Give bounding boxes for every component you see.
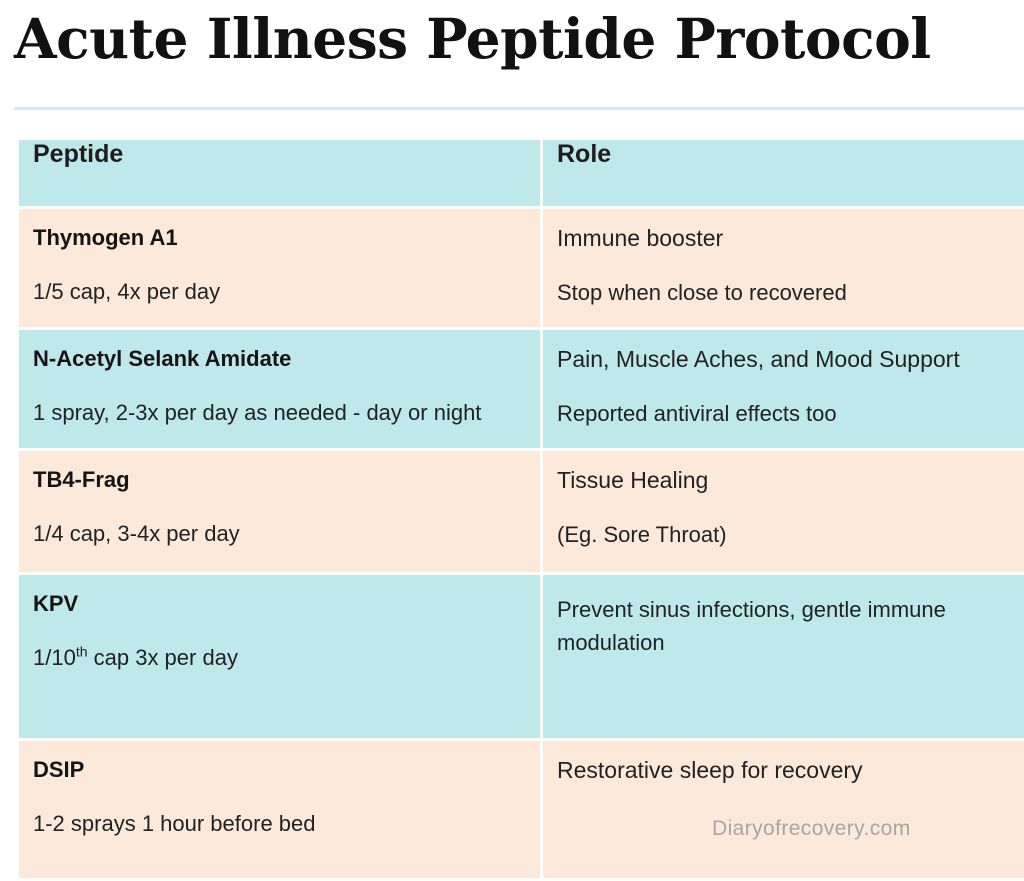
peptide-dose xyxy=(33,645,526,671)
peptide-cell xyxy=(18,574,542,740)
table-header-row xyxy=(18,139,1024,208)
role-secondary: Stop when close to recovered xyxy=(557,280,1010,306)
role-primary: Restorative sleep for recovery xyxy=(557,757,1010,784)
table-row xyxy=(18,329,1024,450)
peptide-name: N-Acetyl Selank Amidate xyxy=(33,346,526,372)
role-cell xyxy=(542,329,1024,450)
peptide-dose: 1/5 cap, 4x per day xyxy=(33,279,526,305)
peptide-cell xyxy=(18,329,542,450)
column-header-role: Role xyxy=(542,139,1024,208)
dose-text: cap 3x per day xyxy=(88,645,238,670)
peptide-dose: 1/4 cap, 3-4x per day xyxy=(33,521,526,547)
watermark-text: Diaryofrecovery.com xyxy=(712,817,911,841)
peptide-name: TB4-Frag xyxy=(33,467,526,493)
role-primary: Tissue Healing xyxy=(557,467,1010,494)
peptide-name: Thymogen A1 xyxy=(33,225,526,251)
peptide-dose: 1 spray, 2-3x per day as needed - day or night xyxy=(33,400,526,426)
role-cell xyxy=(542,574,1024,740)
peptide-dose: 1-2 sprays 1 hour before bed xyxy=(33,811,526,837)
role-primary: Prevent sinus infections, gentle immune modulation xyxy=(557,593,1010,659)
table-row xyxy=(18,450,1024,574)
peptide-cell xyxy=(18,208,542,329)
title-divider xyxy=(14,107,1024,110)
role-cell xyxy=(542,208,1024,329)
role-primary: Pain, Muscle Aches, and Mood Support xyxy=(557,346,1010,373)
column-header-peptide: Peptide xyxy=(18,139,542,208)
peptide-cell xyxy=(18,450,542,574)
protocol-table xyxy=(16,137,1024,881)
dose-superscript: th xyxy=(76,644,88,660)
role-primary: Immune booster xyxy=(557,225,1010,252)
peptide-name: KPV xyxy=(33,591,526,617)
peptide-name: DSIP xyxy=(33,757,526,783)
table-row xyxy=(18,740,1024,880)
role-cell xyxy=(542,740,1024,880)
page-title: Acute Illness Peptide Protocol xyxy=(14,6,931,71)
peptide-cell xyxy=(18,740,542,880)
dose-fraction: 1/10 xyxy=(33,645,76,670)
role-secondary: Reported antiviral effects too xyxy=(557,401,1010,427)
role-cell xyxy=(542,450,1024,574)
table-row xyxy=(18,574,1024,740)
role-secondary: (Eg. Sore Throat) xyxy=(557,522,1010,548)
table-row xyxy=(18,208,1024,329)
